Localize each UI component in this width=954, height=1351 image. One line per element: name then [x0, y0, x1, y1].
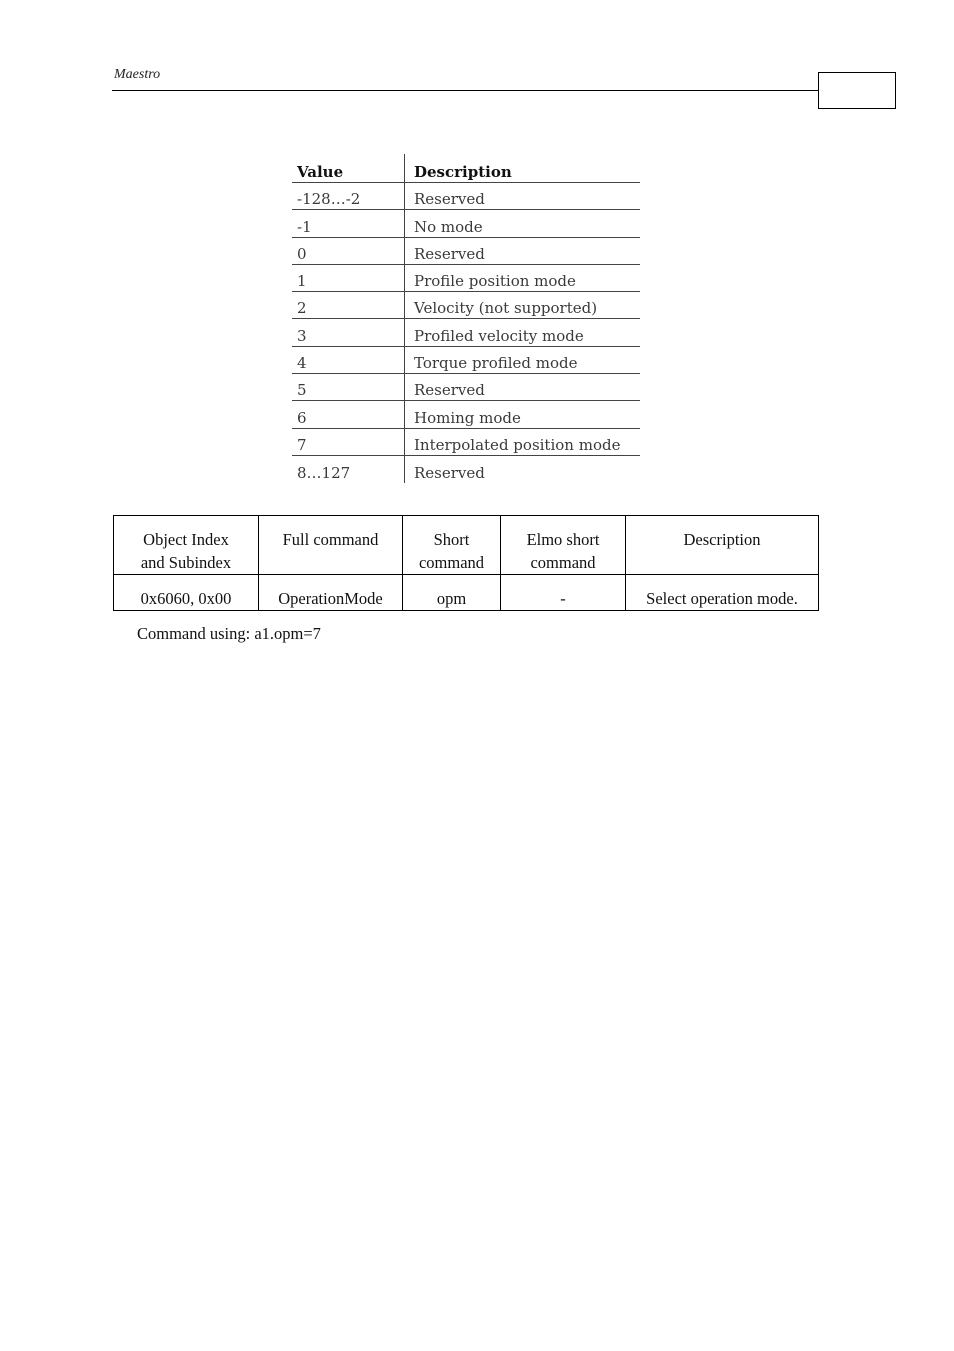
- header-short-command: Short command: [403, 516, 501, 575]
- mode-value: -1: [292, 210, 405, 236]
- mode-value: 2: [292, 292, 405, 318]
- modes-table-row: [292, 238, 640, 265]
- header-elmo-short-command: Elmo short command: [501, 516, 626, 575]
- mode-description: Torque profiled mode: [414, 354, 578, 373]
- document-header-title: Maestro: [114, 67, 161, 82]
- modes-header-value: Value: [292, 154, 405, 182]
- operation-modes-table: [292, 154, 640, 483]
- mode-value: 3: [292, 319, 405, 345]
- mode-description: Interpolated position mode: [414, 435, 621, 454]
- page-number-box: [818, 72, 896, 109]
- mode-description: Reserved: [414, 464, 485, 483]
- modes-table-header: [292, 154, 640, 183]
- modes-table-row: [292, 319, 640, 346]
- cell-object-index: 0x6060, 0x00: [114, 575, 259, 611]
- mode-description: No mode: [414, 217, 483, 236]
- mode-description: Homing mode: [414, 408, 521, 427]
- cell-description: Select operation mode.: [626, 575, 819, 611]
- mode-value: 1: [292, 265, 405, 291]
- modes-table-row: [292, 456, 640, 483]
- modes-table-row: [292, 347, 640, 374]
- mode-value: 6: [292, 401, 405, 427]
- mode-description: Reserved: [414, 381, 485, 400]
- object-table-row: [114, 575, 819, 611]
- modes-table-row: [292, 429, 640, 456]
- mode-value: 4: [292, 347, 405, 373]
- mode-description: Reserved: [414, 190, 485, 209]
- cell-elmo-short-command: -: [501, 575, 626, 611]
- cell-full-command: OperationMode: [259, 575, 403, 611]
- header-object-index: Object Index and Subindex: [114, 516, 259, 575]
- modes-table-row: [292, 265, 640, 292]
- mode-value: 5: [292, 374, 405, 400]
- header-description: Description: [626, 516, 819, 575]
- mode-description: Reserved: [414, 244, 485, 263]
- object-table-header: [114, 516, 819, 575]
- modes-table-row: [292, 401, 640, 428]
- mode-description: Velocity (not supported): [414, 299, 598, 318]
- mode-value: -128…-2: [292, 183, 405, 209]
- modes-header-description: Description: [414, 163, 512, 181]
- modes-table-row: [292, 374, 640, 401]
- modes-table-row: [292, 183, 640, 210]
- header-full-command: Full command: [259, 516, 403, 575]
- mode-value: 0: [292, 238, 405, 264]
- mode-value: 7: [292, 429, 405, 455]
- header-rule: [112, 90, 818, 91]
- cell-short-command: opm: [403, 575, 501, 611]
- mode-value: 8…127: [292, 456, 405, 483]
- modes-table-row: [292, 210, 640, 237]
- mode-description: Profiled velocity mode: [414, 326, 584, 345]
- modes-table-row: [292, 292, 640, 319]
- command-usage-note: Command using: a1.opm=7: [137, 624, 321, 643]
- object-command-table: [113, 515, 819, 611]
- mode-description: Profile position mode: [414, 272, 576, 291]
